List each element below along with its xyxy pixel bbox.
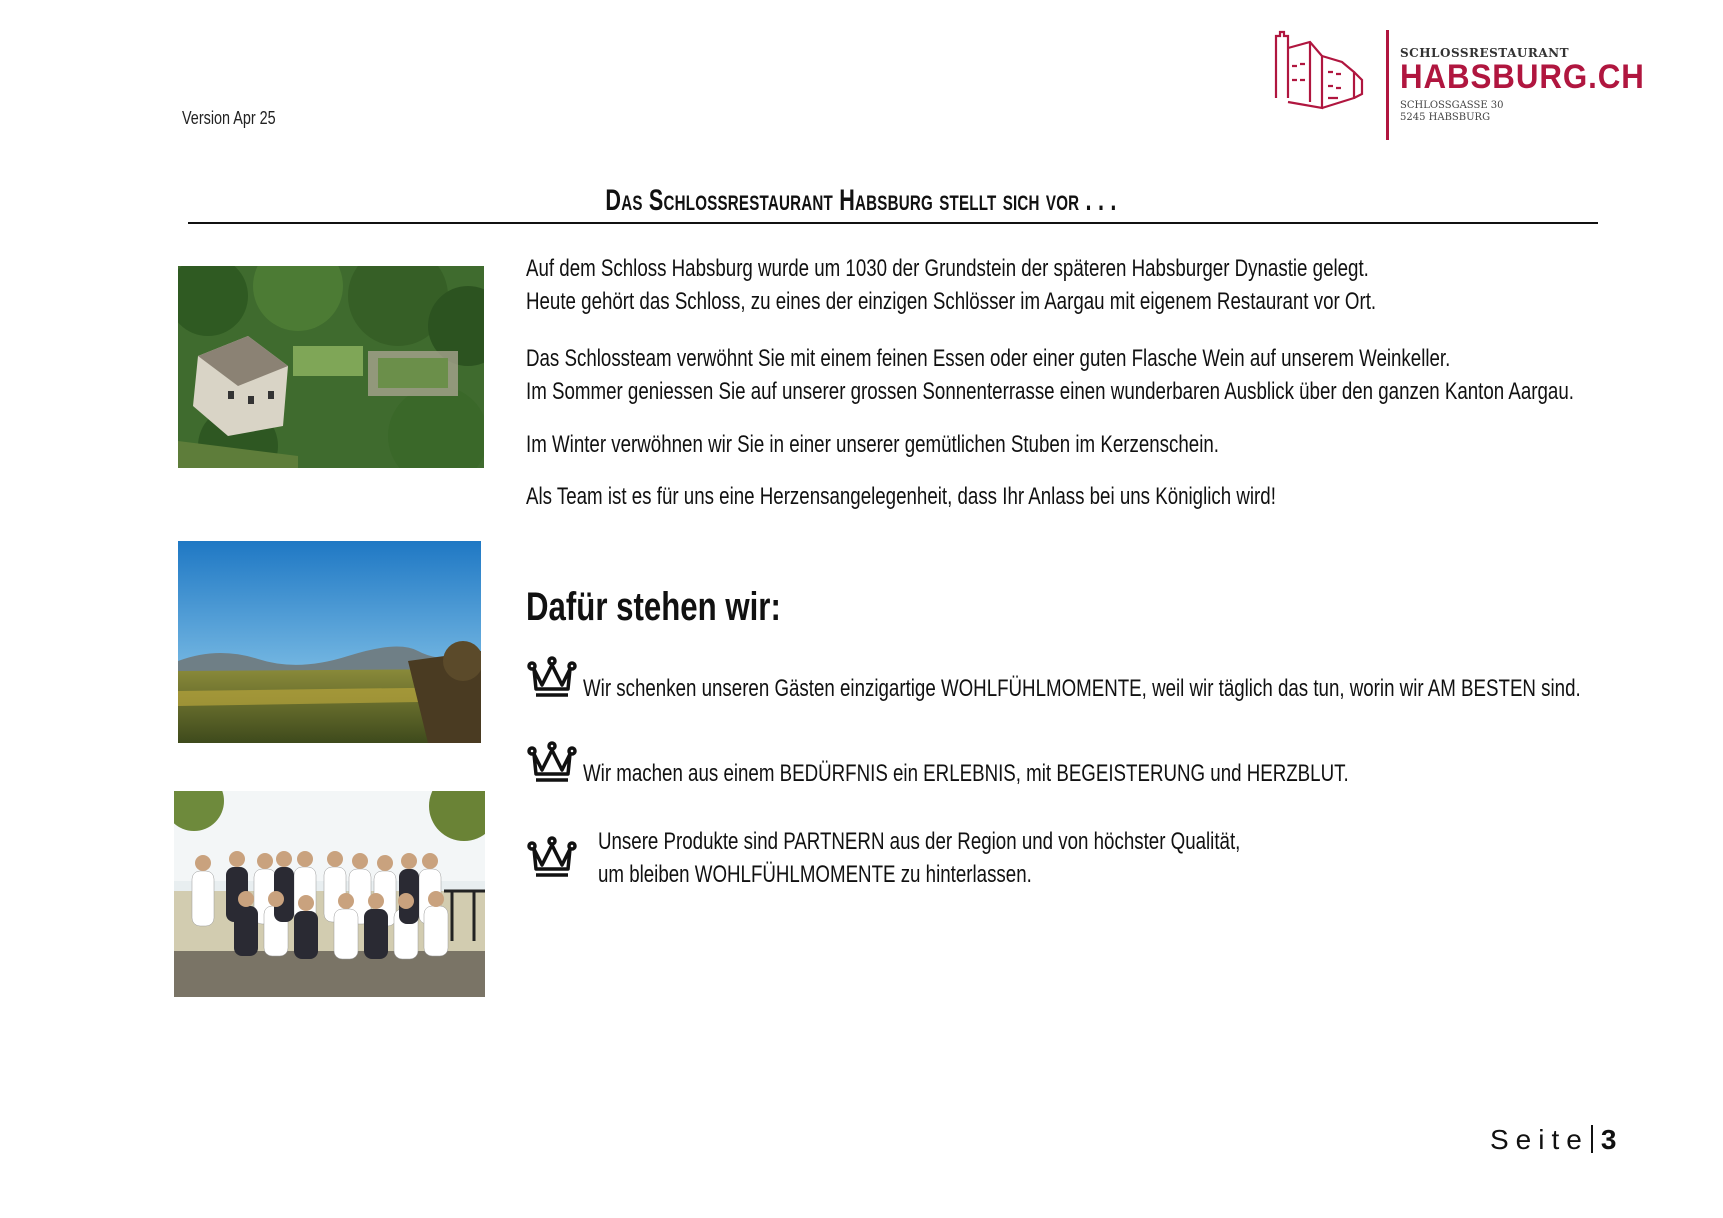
page-title bbox=[0, 184, 1723, 218]
intro-line: Im Sommer geniessen Sie auf unserer grossen Sonnenterrasse einen wunderbaren Ausblick über den ganzen Kanton Aargau. bbox=[526, 378, 1574, 405]
values-heading: Dafür stehen wir: bbox=[526, 585, 781, 629]
logo-divider bbox=[1386, 30, 1389, 140]
value-line: Unsere Produkte sind PARTNERN aus der Region und von höchster Qualität, bbox=[598, 828, 1241, 855]
intro-paragraph-team bbox=[526, 342, 1574, 408]
page-number: 3 bbox=[1600, 1124, 1617, 1155]
value-line: um bleiben WOHLFÜHLMOMENTE zu hinterlassen. bbox=[598, 861, 1032, 888]
page-separator bbox=[1591, 1125, 1593, 1153]
castle-aerial-photo bbox=[178, 266, 484, 468]
logo-address-street: SCHLOSSGASSE 30 bbox=[1400, 100, 1504, 111]
page-number-footer bbox=[1490, 1124, 1616, 1156]
page-title-text: Das Schlossrestaurant Habsburg stellt sich vor . . . bbox=[605, 184, 1118, 217]
crown-icon bbox=[526, 655, 578, 701]
restaurant-logo bbox=[1270, 28, 1645, 143]
value-item-2: Wir machen aus einem BEDÜRFNIS ein ERLEBNIS, mit BEGEISTERUNG und HERZBLUT. bbox=[583, 760, 1349, 787]
intro-paragraph-mission: Als Team ist es für uns eine Herzensangelegenheit, dass Ihr Anlass bei uns Königlich wird! bbox=[526, 483, 1276, 510]
logo-subtitle: SCHLOSSRESTAURANT bbox=[1400, 46, 1570, 60]
intro-paragraph-history bbox=[526, 252, 1376, 318]
logo-title: HABSBURG.CH bbox=[1400, 58, 1645, 96]
crown-icon bbox=[526, 835, 578, 881]
team-photo bbox=[174, 791, 485, 997]
intro-paragraph-winter: Im Winter verwöhnen wir Sie in einer unserer gemütlichen Stuben im Kerzenschein. bbox=[526, 431, 1219, 458]
intro-line: Heute gehört das Schloss, zu eines der einzigen Schlösser im Aargau mit eigenem Restaurant vor Ort. bbox=[526, 288, 1377, 315]
logo-address-city: 5245 HABSBURG bbox=[1400, 112, 1491, 123]
title-rule bbox=[188, 222, 1598, 224]
page-label: Seite bbox=[1490, 1124, 1589, 1155]
value-item-3 bbox=[598, 825, 1240, 891]
intro-line: Das Schlossteam verwöhnt Sie mit einem feinen Essen oder einer guten Flasche Wein auf unserem Weinkeller. bbox=[526, 345, 1451, 372]
landscape-photo bbox=[178, 541, 481, 743]
version-label: Version Apr 25 bbox=[182, 108, 276, 128]
castle-logo-icon bbox=[1270, 28, 1380, 138]
value-item-1: Wir schenken unseren Gästen einzigartige WOHLFÜHLMOMENTE, weil wir täglich das tun, worin wir AM BESTEN sind. bbox=[583, 675, 1581, 702]
crown-icon bbox=[526, 740, 578, 786]
intro-line: Auf dem Schloss Habsburg wurde um 1030 der Grundstein der späteren Habsburger Dynastie gelegt. bbox=[526, 255, 1369, 282]
